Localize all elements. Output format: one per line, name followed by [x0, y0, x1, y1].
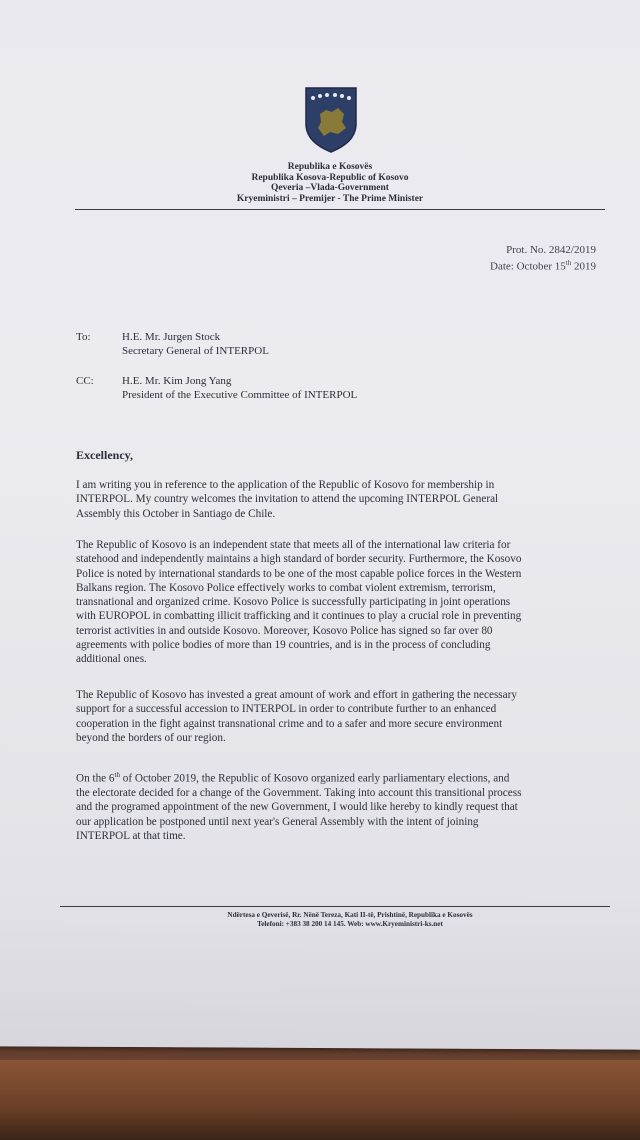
paragraph-line: and the programed appointment of the new Government, I would like hereby to kindly request that	[76, 801, 518, 814]
paragraph-line: with EUROPOL in combatting illicit trafficking and it continues to play a crucial role in preventing	[76, 610, 522, 623]
header-line-republic-trilingual: Republika Kosova-Republic of Kosovo	[251, 172, 409, 183]
paragraph-line: INTERPOL at that time.	[76, 829, 186, 842]
letter-date	[490, 257, 596, 274]
reference-block	[490, 244, 596, 274]
footer-divider	[60, 906, 610, 907]
paragraph-line: additional ones.	[76, 653, 147, 666]
paragraph-3	[76, 688, 606, 745]
paragraph-line: INTERPOL. My country welcomes the invitation to attend the upcoming INTERPOL General	[76, 493, 499, 506]
to-title: Secretary General of INTERPOL	[122, 345, 269, 357]
protocol-number: Prot. No. 2842/2019	[506, 244, 596, 256]
paragraph-line: support for a successful accession to INTERPOL in order to contribute further to an enhanced	[76, 703, 497, 716]
paragraph-line: The Republic of Kosovo is an independent state that meets all of the international law criteria for	[76, 539, 511, 551]
paragraph-line: beyond the borders of our region.	[76, 731, 226, 744]
desk-edge	[0, 1060, 640, 1140]
cc-label: CC:	[76, 375, 94, 387]
paragraph-1	[76, 478, 606, 521]
footer-address: Ndërtesa e Qeverisë, Rr. Nënë Tereza, Kati II-të, Prishtinë, Republika e Kosovës	[227, 911, 473, 919]
header-line-republic: Republika e Kosovës	[287, 162, 373, 172]
header-divider	[75, 209, 605, 210]
paragraph-line: agreements with police bodies of more than 19 countries, and is in the process of concluding	[76, 639, 491, 652]
paragraph-line: cooperation in the fight against transnational crime and to a safer and more secure environment	[76, 717, 503, 730]
paragraph-line	[76, 768, 606, 786]
paragraph-line: our application be postponed until next year's General Assembly with the intent of joining	[76, 815, 479, 828]
date-text: Date: October 15	[490, 260, 566, 273]
paragraph-line: The Republic of Kosovo has invested a great amount of work and effort in gathering the necessary	[76, 689, 517, 701]
salutation: Excellency,	[76, 448, 133, 462]
cc-name: H.E. Mr. Kim Jong Yang	[122, 375, 232, 387]
p4-text-rest: of October 2019, the Republic of Kosovo organized early parliamentary elections, and	[119, 772, 510, 785]
kosovo-coat-of-arms-icon	[302, 84, 360, 154]
paragraph-line: transnational and organized crime. Kosovo Police is successfully participating in joint operations	[76, 596, 511, 609]
to-label: To:	[76, 331, 91, 343]
to-name: H.E. Mr. Jurgen Stock	[122, 331, 221, 343]
letter-footer	[110, 911, 590, 929]
paragraph-line: Balkans region. The Kosovo Police effectively works to combat violent extremism, terrorism,	[76, 581, 496, 594]
paragraph-line: I am writing you in reference to the application of the Republic of Kosovo for membership in	[76, 479, 495, 491]
header-line-government: Qeveria –Vlada-Government	[271, 183, 389, 193]
paragraph-line: statehood and independently maintains a high standard of border security. Furthermore, the Kosovo	[76, 553, 522, 566]
paragraph-2	[76, 538, 606, 667]
paragraph-line: the electorate decided for a change of the Government. Taking into account this transitional process	[76, 787, 522, 800]
paragraph-line: Assembly this October in Santiago de Chile.	[76, 507, 276, 520]
cc-title: President of the Executive Committee of INTERPOL	[122, 389, 358, 401]
footer-contact: Telefoni: +383 38 200 14 145. Web: www.Kryeministri-ks.net	[257, 920, 443, 928]
header-line-prime-minister: Kryeministri – Premijer - The Prime Minister	[236, 193, 424, 204]
date-year: 2019	[571, 260, 596, 273]
p4-ordinal: th	[114, 771, 120, 779]
paragraph-line: Police is noted by international standards to be one of the most capable police forces in the Western	[76, 567, 522, 580]
p4-text: On the 6	[76, 772, 115, 785]
government-header	[190, 162, 470, 204]
paragraph-4	[76, 768, 606, 843]
paragraph-line: terrorist activities in and outside Kosovo. Moreover, Kosovo Police has signed so far over 80	[76, 624, 493, 637]
date-ordinal: th	[565, 259, 572, 267]
